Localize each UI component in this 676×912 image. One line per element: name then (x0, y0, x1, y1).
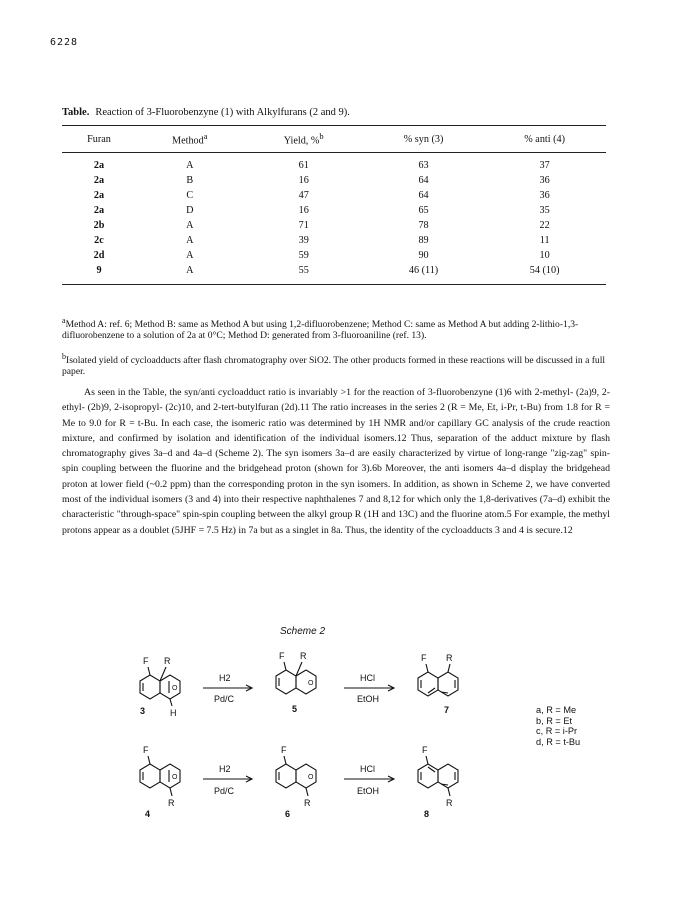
paragraph-1: As seen in the Table, the syn/anti cycloadduct ratio is invariably >1 for the reaction of 3-fluorobenzyne (1)6 with 2-methyl- (2a)9, 2-ethyl- (2b)9, 2-isopropyl- (2c)10, and 2-tert-butylfuran (2d).11 The ratio increases in the series 2 (R = Me, Et, i-Pr, t-Bu) from 1.8 for R = Me to 9.0 for R = t-Bu. In each case, the isomeric ratio was determined by 1H NMR and/or capillary GC analysis of the crude reaction mixture, and confirmed by isolation and identification of the individual isomers.12 Thus, separation of the adduct mixture by flash chromatography gives 3a–d and 4a–d (Scheme 2). The syn isomers 3a–d are easily characterized by virtue of long-range "zig-zag" spin-spin coupling between the fluorine and the bridgehead proton (shown for 3).6b Moreover, the anti isomers 4a–d display the bridgehead proton at lower field (~0.2 ppm) than the corresponding proton in the syn isomers. In addition, as shown in Scheme 2, we have converted most of the individual isomers (3 and 4) into their respective naphthalenes 7 and 8,12 for which only the 1,8-derivatives (7a–d) exhibit the characteristic "through-space" spin-spin coupling between the alkyl group R (1H and 13C) and the fluorine atom.5 For example, the methyl protons appear as a doublet (5JHF = 7.5 Hz) in 7a but as a singlet in 8a. Thus, the identity of the cycloadducts 3 and 4 is secure.12 (62, 387, 610, 536)
cell-anti: 22 (539, 220, 550, 231)
page-number: 6228 (50, 37, 79, 48)
cell-furan: 2a (93, 160, 105, 171)
reagent-pdc-bottom: Pd/C (214, 786, 235, 796)
footnote-b: $^b$Isolated yield of cycloadducts after flash chromatography over SiO2. The other products formed in these reactions will be discussed in a full paper. (62, 352, 606, 378)
results-table (62, 125, 606, 285)
compound-5-atom-r: R (300, 651, 307, 661)
cell-yield: 16 (298, 175, 309, 186)
cell-anti: 35 (539, 205, 550, 216)
cell-anti: 54 (10) (529, 265, 560, 276)
table-row (62, 218, 606, 233)
cell-syn: 64 (418, 175, 429, 186)
table-row (62, 248, 606, 263)
scheme-2-diagram (0, 636, 676, 886)
cell-furan: 2a (93, 190, 105, 201)
legend-item-b: b, R = Et (536, 715, 573, 726)
reagent-h2-bottom: H2 (219, 764, 231, 774)
cell-furan: 2b (93, 220, 105, 231)
table-row (62, 263, 606, 285)
cell-furan: 2d (93, 250, 105, 261)
compound-5-atom-o: O (308, 680, 314, 687)
col-header-syn: % syn (3) (364, 126, 483, 153)
compound-6-label: 6 (285, 809, 291, 819)
compound-5-structure (276, 651, 316, 714)
cell-furan: 2a (93, 175, 105, 186)
compound-4-atom-o: O (172, 774, 178, 781)
col-header-anti: % anti (4) (483, 126, 606, 153)
table-row (62, 153, 606, 174)
cell-yield: 55 (298, 265, 309, 276)
table-body (62, 153, 606, 285)
cell-anti: 37 (539, 160, 550, 171)
table-label: Table. (62, 107, 90, 118)
cell-syn: 78 (418, 220, 429, 231)
compound-8-structure (418, 745, 458, 819)
table-caption-text: Reaction of 3-Fluorobenzyne (1) with Alkylfurans (2 and 9). (95, 107, 350, 118)
compound-3-atom-f: F (143, 656, 149, 666)
cell-yield: 59 (298, 250, 309, 261)
cell-method: B (186, 175, 194, 186)
compound-4-label: 4 (145, 809, 151, 819)
cell-yield: 71 (298, 220, 309, 231)
table-row (62, 173, 606, 188)
cell-method: A (186, 160, 194, 171)
cell-method: A (186, 235, 194, 246)
cell-syn: 64 (418, 190, 429, 201)
cell-syn: 46 (11) (408, 265, 439, 276)
cell-syn: 89 (418, 235, 429, 246)
arrow-hydrogenation-bottom (203, 764, 252, 796)
reagent-hcl-bottom: HCl (360, 764, 375, 774)
compound-7-label: 7 (444, 705, 450, 715)
compound-4-structure (140, 745, 180, 819)
table-caption (62, 107, 350, 118)
cell-yield: 61 (298, 160, 309, 171)
cell-anti: 11 (539, 235, 550, 246)
legend-item-d: d, R = t-Bu (536, 736, 581, 747)
compound-5-label: 5 (292, 704, 298, 714)
arrow-hydrogenation-top (203, 673, 252, 704)
cell-anti: 36 (539, 175, 550, 186)
compound-6-atom-f: F (281, 745, 287, 755)
reagent-etoh-bottom: EtOH (357, 786, 380, 796)
compound-8-atom-f: F (422, 745, 428, 755)
cell-furan: 9 (96, 265, 102, 276)
compound-3-structure (140, 656, 180, 718)
compound-7-atom-f: F (421, 653, 427, 663)
cell-method: C (186, 190, 194, 201)
cell-yield: 47 (298, 190, 309, 201)
cell-furan: 2c (94, 235, 104, 246)
body-paragraph (62, 385, 610, 538)
compound-3-atom-r: R (164, 656, 171, 666)
cell-yield: 16 (298, 205, 309, 216)
cell-furan: 2a (93, 205, 105, 216)
cell-method: A (186, 265, 194, 276)
legend-item-c: c, R = i-Pr (536, 726, 578, 736)
cell-syn: 90 (418, 250, 429, 261)
table-header-row (62, 126, 606, 153)
legend-item-a: a, R = Me (536, 705, 577, 715)
cell-method: A (186, 250, 194, 261)
compound-3-label: 3 (140, 706, 146, 716)
cell-anti: 10 (539, 250, 550, 261)
col-header-furan: Furan (62, 126, 136, 153)
cell-anti: 36 (539, 190, 550, 201)
cell-method: D (186, 205, 194, 216)
compound-6-atom-o: O (308, 774, 314, 781)
compound-4-atom-f: F (143, 745, 149, 755)
compound-7-atom-r: R (446, 653, 453, 663)
cell-yield: 39 (298, 235, 309, 246)
compound-8-label: 8 (424, 809, 430, 819)
compound-3-atom-o: O (172, 685, 178, 692)
reagent-pdc-top: Pd/C (214, 694, 235, 704)
col-header-method: Method$^a$ (136, 126, 244, 153)
compound-7-structure (418, 653, 458, 715)
arrow-aromatization-bottom (344, 764, 394, 796)
scheme-title: Scheme 2 (280, 626, 326, 637)
table-row (62, 233, 606, 248)
cell-syn: 63 (418, 160, 429, 171)
cell-syn: 65 (418, 205, 429, 216)
compound-5-atom-f: F (279, 651, 285, 661)
reagent-etoh-top: EtOH (357, 694, 380, 704)
compound-4-atom-r: R (168, 798, 175, 808)
reagent-h2-top: H2 (219, 673, 231, 683)
substituent-legend (536, 705, 580, 747)
footnote-a: $^a$Method A: ref. 6; Method B: same as Method A but using 1,2-difluorobenzene; Method C: same as Method A but adding 2-lithio-1,3-difluorobenzene to a solution of 2a at 0°C; Method D: generated from 3-fluoroaniline (ref. 13). (62, 316, 579, 342)
cell-method: A (186, 220, 194, 231)
compound-6-structure (276, 745, 316, 819)
reagent-hcl-top: HCl (360, 673, 375, 683)
col-header-yield: Yield, %$^b$ (244, 126, 364, 153)
table-row (62, 188, 606, 203)
compound-3-atom-h: H (170, 708, 177, 718)
table-row (62, 203, 606, 218)
compound-8-atom-r: R (446, 798, 453, 808)
arrow-aromatization-top (344, 673, 394, 704)
compound-6-atom-r: R (304, 798, 311, 808)
